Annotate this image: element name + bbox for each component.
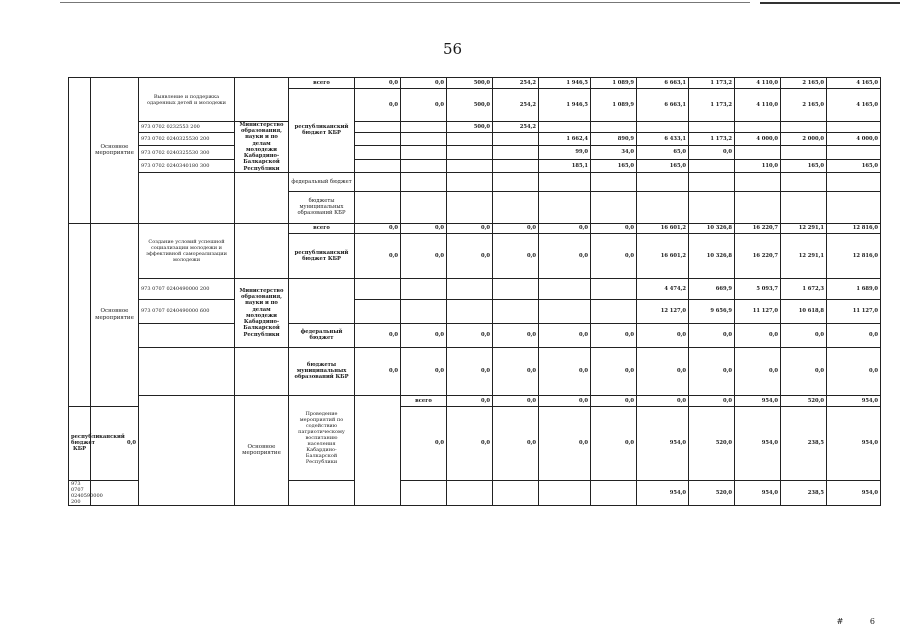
value-cell: 0,0 bbox=[401, 347, 447, 395]
value-cell bbox=[493, 133, 539, 146]
value-cell: 1 173,2 bbox=[689, 89, 735, 122]
value-cell bbox=[735, 122, 781, 133]
value-cell: 520,0 bbox=[781, 395, 827, 406]
budget-code: 973 0702 0232553 200 bbox=[139, 122, 235, 133]
value-cell: 954,0 bbox=[827, 406, 881, 480]
value-cell: 12 816,0 bbox=[827, 223, 881, 233]
value-cell: 890,9 bbox=[591, 133, 637, 146]
page-number: 56 bbox=[442, 40, 463, 58]
value-cell: 0,0 bbox=[401, 78, 447, 89]
value-cell: 0,0 bbox=[447, 223, 493, 233]
value-cell: 0,0 bbox=[447, 406, 493, 480]
table-row bbox=[69, 159, 881, 172]
value-cell: 954,0 bbox=[827, 395, 881, 406]
value-cell: 0,0 bbox=[781, 347, 827, 395]
value-cell: 10 618,8 bbox=[781, 299, 827, 323]
value-cell: 4 110,0 bbox=[735, 78, 781, 89]
value-cell bbox=[447, 278, 493, 299]
budget-code: 973 0707 0240490000 200 bbox=[139, 278, 235, 299]
blank-cell bbox=[69, 223, 91, 406]
footer-marks: # 6 bbox=[836, 617, 887, 626]
value-cell: 0,0 bbox=[355, 78, 401, 89]
value-cell: 954,0 bbox=[735, 480, 781, 505]
blank-cell bbox=[139, 323, 235, 347]
value-cell: 500,0 bbox=[447, 78, 493, 89]
value-cell: 1 089,9 bbox=[591, 89, 637, 122]
source-municipal: бюджеты муниципальных образований КБР bbox=[289, 191, 355, 223]
value-cell: 0,0 bbox=[91, 406, 139, 480]
value-cell: 4 000,0 bbox=[735, 133, 781, 146]
value-cell: 0,0 bbox=[355, 347, 401, 395]
value-cell: 0,0 bbox=[355, 89, 401, 122]
value-cell bbox=[781, 146, 827, 159]
value-cell: 4 474,2 bbox=[637, 278, 689, 299]
budget-code: 973 0707 0240590000 200 bbox=[69, 480, 91, 505]
value-cell: 0,0 bbox=[539, 233, 591, 278]
value-cell: 0,0 bbox=[355, 323, 401, 347]
value-cell: 0,0 bbox=[637, 395, 689, 406]
value-cell: 5 093,7 bbox=[735, 278, 781, 299]
value-cell: 12 127,0 bbox=[637, 299, 689, 323]
value-cell: 0,0 bbox=[539, 347, 591, 395]
value-cell: 0,0 bbox=[401, 406, 447, 480]
value-cell: 238,5 bbox=[781, 480, 827, 505]
value-cell: 254,2 bbox=[493, 89, 539, 122]
value-cell bbox=[493, 299, 539, 323]
activity-description: Выявление и поддержка одаренных детей и молодежи bbox=[139, 78, 235, 122]
value-cell: 954,0 bbox=[637, 480, 689, 505]
blank-cell bbox=[139, 172, 235, 223]
value-cell bbox=[735, 146, 781, 159]
value-cell: 0,0 bbox=[591, 347, 637, 395]
table-row bbox=[69, 223, 881, 233]
value-cell: 10 326,8 bbox=[689, 233, 735, 278]
value-cell: 0,0 bbox=[401, 223, 447, 233]
value-cell: 1 946,5 bbox=[539, 78, 591, 89]
value-cell: 16 601,2 bbox=[637, 223, 689, 233]
activity-type: Основное мероприятие bbox=[91, 223, 139, 406]
activity-description: Проведение мероприятий по содействию патриотическому воспитанию населения Кабардино-Балкарской Республики bbox=[289, 395, 355, 480]
value-cell: 1 173,2 bbox=[689, 78, 735, 89]
blank-cell bbox=[289, 278, 355, 323]
value-cell bbox=[781, 122, 827, 133]
value-cell: 0,0 bbox=[493, 347, 539, 395]
value-cell: 0,0 bbox=[637, 347, 689, 395]
value-cell bbox=[447, 146, 493, 159]
table-row bbox=[69, 78, 881, 89]
value-cell bbox=[401, 133, 447, 146]
value-cell: 16 220,7 bbox=[735, 233, 781, 278]
source-municipal: бюджеты муниципальных образований КБР bbox=[289, 347, 355, 395]
value-cell bbox=[401, 299, 447, 323]
value-cell: 520,0 bbox=[689, 406, 735, 480]
value-cell: 12 291,1 bbox=[781, 223, 827, 233]
value-cell: 0,0 bbox=[689, 146, 735, 159]
table-row bbox=[69, 133, 881, 146]
value-cell bbox=[591, 122, 637, 133]
value-cell: 0,0 bbox=[493, 395, 539, 406]
source-total: всего bbox=[289, 78, 355, 89]
value-cell: 0,0 bbox=[689, 323, 735, 347]
value-cell: 0,0 bbox=[355, 223, 401, 233]
value-cell: 10 326,8 bbox=[689, 223, 735, 233]
activity-type: Основное мероприятие bbox=[235, 395, 289, 505]
top-border-line-right bbox=[760, 2, 900, 4]
value-cell: 254,2 bbox=[493, 122, 539, 133]
value-cell: 0,0 bbox=[493, 406, 539, 480]
value-cell bbox=[689, 122, 735, 133]
blank-cell bbox=[235, 172, 289, 223]
value-cell: 16 601,2 bbox=[637, 233, 689, 278]
value-cell: 0,0 bbox=[539, 223, 591, 233]
value-cell: 954,0 bbox=[735, 406, 781, 480]
blank-cell bbox=[235, 223, 289, 278]
value-cell: 0,0 bbox=[401, 233, 447, 278]
value-cell bbox=[493, 146, 539, 159]
budget-code: 973 0702 0240325530 300 bbox=[139, 146, 235, 159]
value-cell: 0,0 bbox=[447, 347, 493, 395]
value-cell bbox=[591, 278, 637, 299]
value-cell: 954,0 bbox=[827, 480, 881, 505]
activity-type: Основное мероприятие bbox=[91, 78, 139, 224]
value-cell: 254,2 bbox=[493, 78, 539, 89]
value-cell: 520,0 bbox=[689, 480, 735, 505]
value-cell: 669,9 bbox=[689, 278, 735, 299]
value-cell: 0,0 bbox=[447, 233, 493, 278]
value-cell bbox=[355, 299, 401, 323]
value-cell bbox=[401, 278, 447, 299]
ministry-name: Министерство образования, науки и по делам молодежи Кабардино-Балкарской Республики bbox=[235, 278, 289, 347]
value-cell bbox=[447, 133, 493, 146]
value-cell bbox=[289, 480, 355, 505]
value-cell: 0,0 bbox=[591, 223, 637, 233]
value-cell bbox=[355, 159, 401, 172]
value-cell: 6 663,1 bbox=[637, 78, 689, 89]
value-cell: 0,0 bbox=[447, 395, 493, 406]
value-cell: 0,0 bbox=[355, 233, 401, 278]
value-cell: 4 110,0 bbox=[735, 89, 781, 122]
value-cell: 6 433,1 bbox=[637, 133, 689, 146]
value-cell bbox=[539, 480, 591, 505]
value-cell bbox=[493, 480, 539, 505]
value-cell bbox=[355, 146, 401, 159]
value-cell: 500,0 bbox=[447, 89, 493, 122]
budget-code: 973 0702 0240325530 200 bbox=[139, 133, 235, 146]
value-cell bbox=[827, 122, 881, 133]
blank-cell bbox=[355, 395, 401, 505]
value-cell: 4 165,0 bbox=[827, 89, 881, 122]
value-cell: 500,0 bbox=[447, 122, 493, 133]
value-cell: 165,0 bbox=[637, 159, 689, 172]
value-cell bbox=[401, 480, 447, 505]
activity-description: Создание условий успешной социализации молодежи и эффективной самореализации молодежи bbox=[139, 223, 235, 278]
value-cell: 0,0 bbox=[539, 395, 591, 406]
source-total: всего bbox=[289, 223, 355, 233]
value-cell: 1 689,0 bbox=[827, 278, 881, 299]
value-cell: 238,5 bbox=[781, 406, 827, 480]
value-cell: 0,0 bbox=[735, 323, 781, 347]
value-cell: 34,0 bbox=[591, 146, 637, 159]
budget-code: 973 0702 0240340180 300 bbox=[139, 159, 235, 172]
value-cell bbox=[401, 159, 447, 172]
value-cell bbox=[355, 122, 401, 133]
value-cell: 1 089,9 bbox=[591, 78, 637, 89]
value-cell: 110,0 bbox=[735, 159, 781, 172]
value-cell bbox=[355, 278, 401, 299]
value-cell: 12 816,0 bbox=[827, 233, 881, 278]
value-cell: 0,0 bbox=[401, 89, 447, 122]
source-total: всего bbox=[401, 395, 447, 406]
value-cell bbox=[493, 159, 539, 172]
value-cell bbox=[539, 299, 591, 323]
value-cell: 9 656,9 bbox=[689, 299, 735, 323]
value-cell bbox=[401, 146, 447, 159]
source-federal: федеральный бюджет bbox=[289, 172, 355, 191]
value-cell bbox=[447, 299, 493, 323]
value-cell: 0,0 bbox=[401, 323, 447, 347]
value-cell bbox=[447, 159, 493, 172]
value-cell: 0,0 bbox=[539, 323, 591, 347]
blank-cell bbox=[139, 347, 235, 395]
ministry-name: Министерство образования, науки и по делам молодежи Кабардино-Балкарской Республики bbox=[235, 122, 289, 173]
source-republican: республиканский бюджет КБР bbox=[69, 406, 91, 480]
value-cell: 185,1 bbox=[539, 159, 591, 172]
value-cell bbox=[591, 299, 637, 323]
source-federal: федеральный бюджет bbox=[289, 323, 355, 347]
value-cell bbox=[355, 133, 401, 146]
value-cell: 1 662,4 bbox=[539, 133, 591, 146]
value-cell: 12 291,1 bbox=[781, 233, 827, 278]
value-cell bbox=[689, 159, 735, 172]
value-cell: 1 173,2 bbox=[689, 133, 735, 146]
value-cell bbox=[539, 122, 591, 133]
source-republican: республиканский бюджет КБР bbox=[289, 233, 355, 278]
blank-cell bbox=[235, 347, 289, 395]
value-cell bbox=[591, 480, 637, 505]
value-cell bbox=[827, 146, 881, 159]
table-row bbox=[69, 299, 881, 323]
value-cell: 4 165,0 bbox=[827, 78, 881, 89]
table-row bbox=[69, 122, 881, 133]
value-cell: 2 000,0 bbox=[781, 133, 827, 146]
value-cell: 0,0 bbox=[591, 395, 637, 406]
value-cell: 954,0 bbox=[637, 406, 689, 480]
value-cell bbox=[447, 480, 493, 505]
value-cell: 165,0 bbox=[827, 159, 881, 172]
blank-cell bbox=[139, 395, 235, 505]
value-cell bbox=[401, 122, 447, 133]
value-cell: 1 946,5 bbox=[539, 89, 591, 122]
blank-cell bbox=[235, 78, 289, 122]
value-cell: 0,0 bbox=[493, 223, 539, 233]
value-cell: 165,0 bbox=[781, 159, 827, 172]
value-cell: 0,0 bbox=[539, 406, 591, 480]
value-cell bbox=[493, 278, 539, 299]
budget-code: 973 0707 0240490000 600 bbox=[139, 299, 235, 323]
value-cell: 0,0 bbox=[493, 323, 539, 347]
value-cell: 0,0 bbox=[689, 347, 735, 395]
value-cell: 4 000,0 bbox=[827, 133, 881, 146]
value-cell: 0,0 bbox=[447, 323, 493, 347]
value-cell: 0,0 bbox=[827, 323, 881, 347]
value-cell: 1 672,3 bbox=[781, 278, 827, 299]
table-row bbox=[69, 323, 881, 347]
table-row bbox=[69, 146, 881, 159]
value-cell: 0,0 bbox=[637, 323, 689, 347]
top-border-line bbox=[60, 2, 750, 3]
table-row bbox=[69, 347, 881, 395]
value-cell bbox=[539, 278, 591, 299]
value-cell: 0,0 bbox=[591, 323, 637, 347]
table-row bbox=[69, 172, 881, 191]
value-cell: 0,0 bbox=[493, 233, 539, 278]
value-cell: 954,0 bbox=[735, 395, 781, 406]
value-cell: 0,0 bbox=[591, 233, 637, 278]
value-cell: 65,0 bbox=[637, 146, 689, 159]
value-cell: 11 127,0 bbox=[735, 299, 781, 323]
value-cell: 0,0 bbox=[781, 323, 827, 347]
value-cell: 16 220,7 bbox=[735, 223, 781, 233]
value-cell: 165,0 bbox=[591, 159, 637, 172]
value-cell: 2 165,0 bbox=[781, 78, 827, 89]
value-cell: 11 127,0 bbox=[827, 299, 881, 323]
value-cell: 0,0 bbox=[591, 406, 637, 480]
value-cell: 6 663,1 bbox=[637, 89, 689, 122]
value-cell: 0,0 bbox=[827, 347, 881, 395]
budget-table bbox=[68, 77, 881, 506]
value-cell: 99,0 bbox=[539, 146, 591, 159]
value-cell bbox=[637, 122, 689, 133]
table-row bbox=[69, 395, 881, 406]
value-cell: 2 165,0 bbox=[781, 89, 827, 122]
blank-cell bbox=[69, 78, 91, 224]
value-cell: 0,0 bbox=[689, 395, 735, 406]
table-row bbox=[69, 278, 881, 299]
source-republican: республиканский бюджет КБР bbox=[289, 89, 355, 173]
value-cell: 0,0 bbox=[735, 347, 781, 395]
